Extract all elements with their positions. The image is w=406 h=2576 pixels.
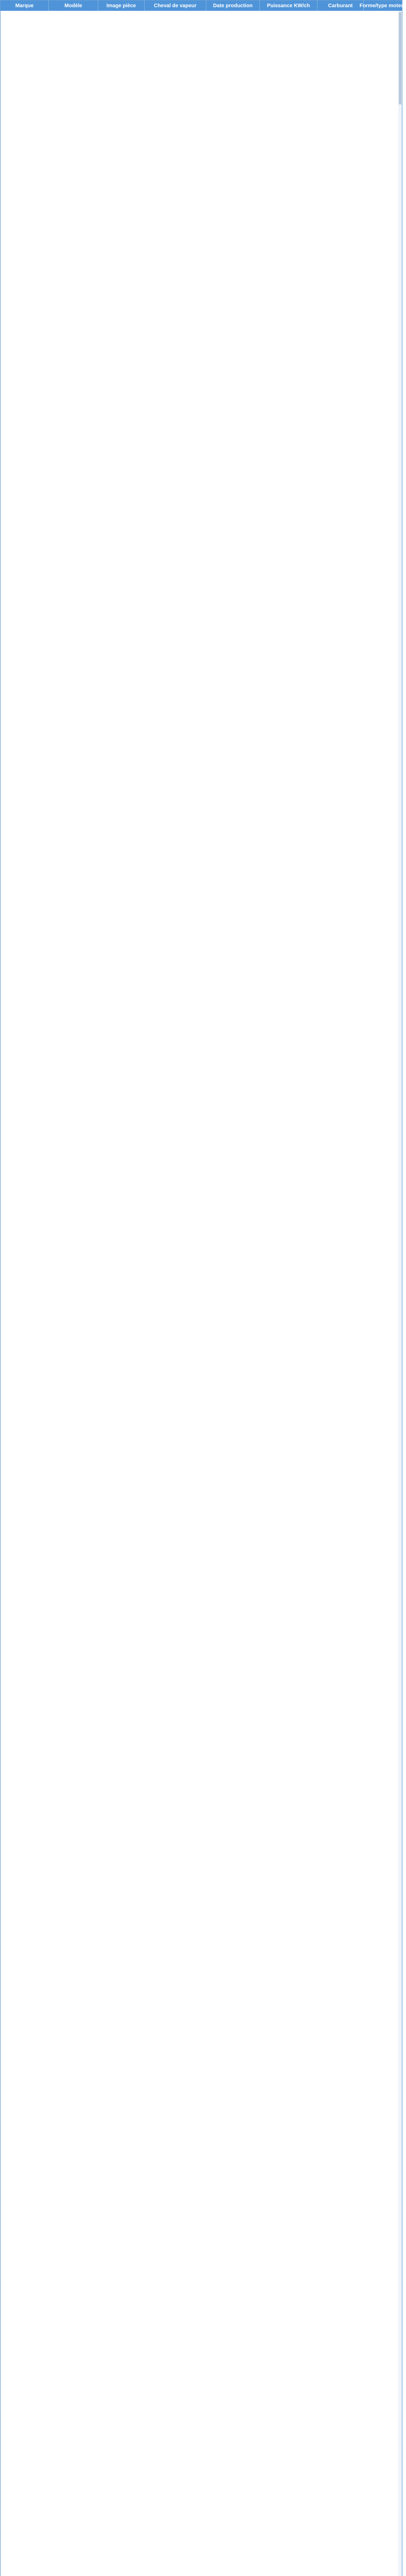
column-header-carburant[interactable]: Carburant <box>317 1 364 11</box>
column-header-cheval-vapeur[interactable]: Cheval de vapeur <box>145 1 206 11</box>
column-header-image-piece[interactable]: Image pièce <box>98 1 145 11</box>
column-header-date-production[interactable]: Date production <box>206 1 260 11</box>
table-header-row <box>1 1 406 11</box>
column-header-modele[interactable]: Modèle <box>49 1 98 11</box>
vertical-scrollbar[interactable] <box>398 11 402 2576</box>
table-body <box>1 11 402 2576</box>
column-header-forme-moteur[interactable]: Forme/type moteur <box>359 3 406 9</box>
column-header-puissance[interactable]: Puissance KW/ch <box>260 1 317 11</box>
column-header-marque[interactable]: Marque <box>1 1 49 11</box>
scrollbar-thumb[interactable] <box>399 12 401 105</box>
